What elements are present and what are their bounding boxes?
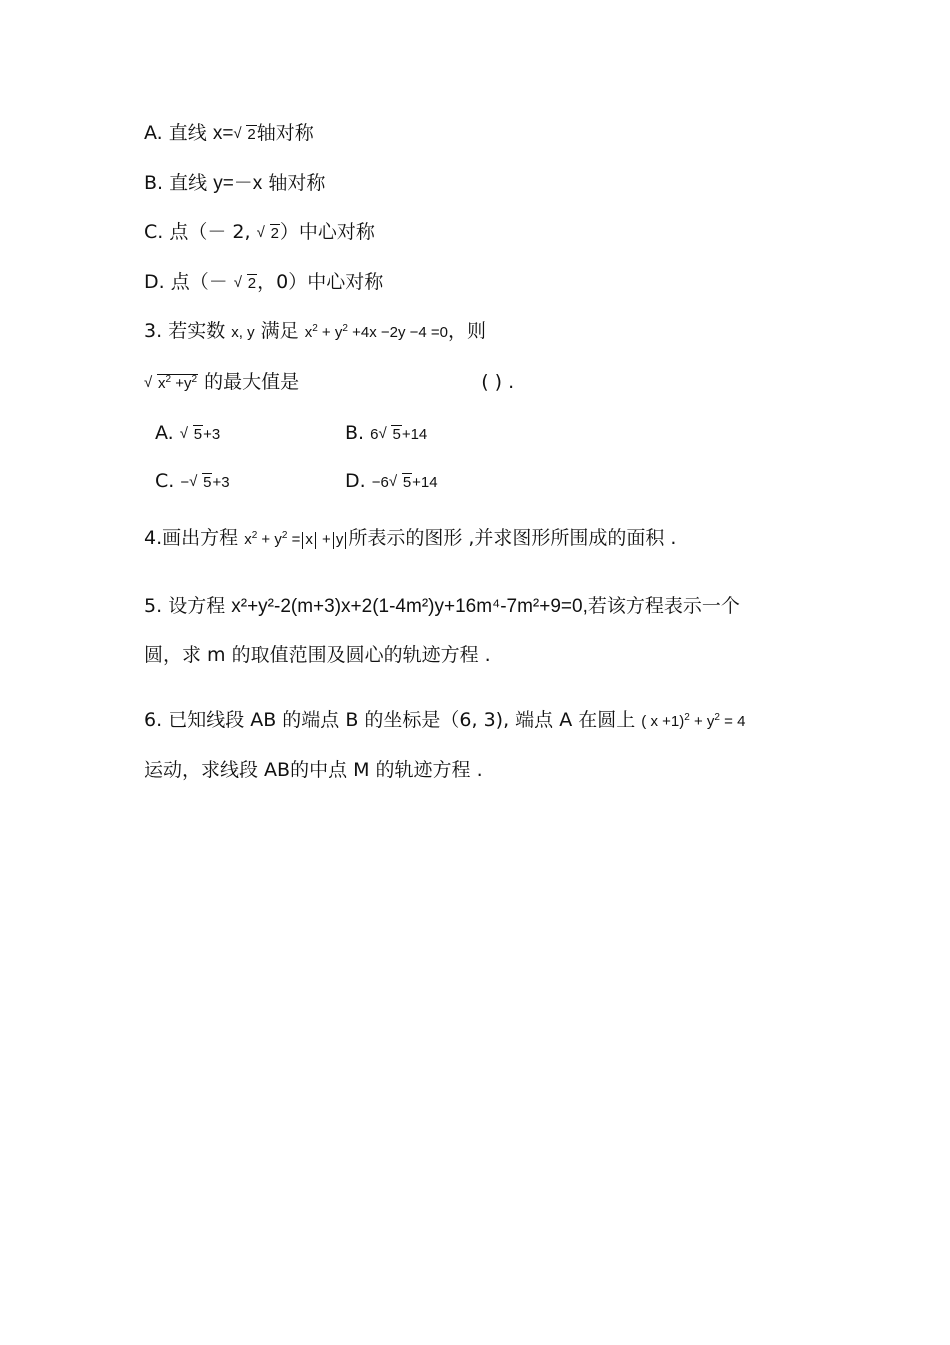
question-3 — [144, 318, 486, 346]
question-number: 6. — [144, 709, 163, 731]
option-text: 直线 — [169, 172, 208, 194]
question-text: 运动，求线段 AB的中点 M 的轨迹方程 . — [144, 759, 483, 781]
math-expr: +3 — [203, 426, 221, 443]
option-label: B. — [144, 172, 164, 194]
sqrt-expr: √ 2 — [233, 122, 256, 148]
math-expr: x, y — [231, 324, 255, 341]
option-text: ）中心对称 — [279, 221, 375, 243]
sqrt-expr: √ 5 — [180, 426, 203, 443]
question-4 — [144, 525, 676, 553]
option-2d — [144, 269, 383, 297]
option-3a — [155, 422, 220, 444]
question-text: 的最大值是 — [204, 371, 300, 393]
question-text: 已知线段 AB 的端点 B 的坐标是（6, 3), 端点 A 在圆上 — [168, 709, 636, 731]
sqrt-expr: √ 5 — [189, 474, 212, 491]
math-expr: 6 — [370, 426, 379, 443]
option-text: ，0）中心对称 — [257, 271, 384, 293]
option-2a — [144, 120, 314, 148]
option-3b — [345, 422, 427, 444]
math-expr: +3 — [212, 474, 230, 491]
sqrt-expr: √ 2 — [234, 271, 257, 297]
option-label: A. — [155, 422, 174, 444]
question-text: 圆，求 m 的取值范围及圆心的轨迹方程 . — [144, 644, 491, 666]
question-number: 5. — [144, 595, 163, 617]
question-text: 若实数 — [168, 320, 226, 342]
answer-blank: ( ) . — [481, 371, 515, 393]
sqrt-expr: √ $x^2 +y^2$ — [144, 371, 198, 397]
question-5 — [144, 593, 740, 620]
equation: $x^2 + y^2 = x + y$ — [244, 531, 348, 548]
question-text: ，则 — [448, 320, 487, 342]
equation: ( $x +1)^2 + y^2 = 4$ — [641, 712, 746, 730]
math-expr: − — [180, 474, 190, 491]
question-number: 3. — [144, 320, 163, 342]
option-3c — [155, 470, 230, 492]
question-text: 所表示的图形 ,并求图形所围成的面积 . — [348, 527, 677, 549]
question-6-line2 — [144, 757, 483, 783]
math-expr: x= — [212, 123, 234, 144]
option-text: 轴对称 — [256, 122, 314, 144]
sqrt-expr: √ 5 — [378, 426, 401, 443]
option-text: 点（－ — [170, 271, 228, 293]
math-expr: +14 — [412, 474, 438, 491]
option-label: D. — [345, 470, 366, 492]
math-expr: −6 — [371, 474, 389, 491]
equation: $x^2 + y^2 +4x -2y -4 =0$ — [304, 323, 449, 341]
math-expr: y=－x — [213, 173, 263, 194]
option-text: 轴对称 — [268, 172, 326, 194]
question-5-line2 — [144, 642, 491, 668]
option-text: 点（－ 2, — [169, 221, 251, 243]
option-label: B. — [345, 422, 365, 444]
option-label: C. — [144, 221, 164, 243]
sqrt-expr: √ 5 — [389, 474, 412, 491]
option-3d — [345, 470, 438, 492]
question-3-line2 — [144, 369, 514, 397]
equation: x²+y²-2(m+3)x+2(1-4m²)y+16m⁴-7m²+9=0, — [231, 596, 588, 617]
question-6 — [144, 707, 745, 735]
math-expr: +14 — [401, 426, 428, 443]
option-2c — [144, 219, 375, 247]
option-label: A. — [144, 122, 163, 144]
question-number: 4. — [144, 527, 163, 549]
option-label: C. — [155, 470, 175, 492]
question-text: 满足 — [260, 320, 299, 342]
option-text: 直线 — [168, 122, 207, 144]
option-2b — [144, 170, 325, 197]
question-text: 若该方程表示一个 — [587, 595, 740, 617]
sqrt-expr: √ 2 — [257, 221, 280, 247]
question-text: 画出方程 — [162, 527, 239, 549]
option-label: D. — [144, 271, 165, 293]
question-text: 设方程 — [168, 595, 226, 617]
